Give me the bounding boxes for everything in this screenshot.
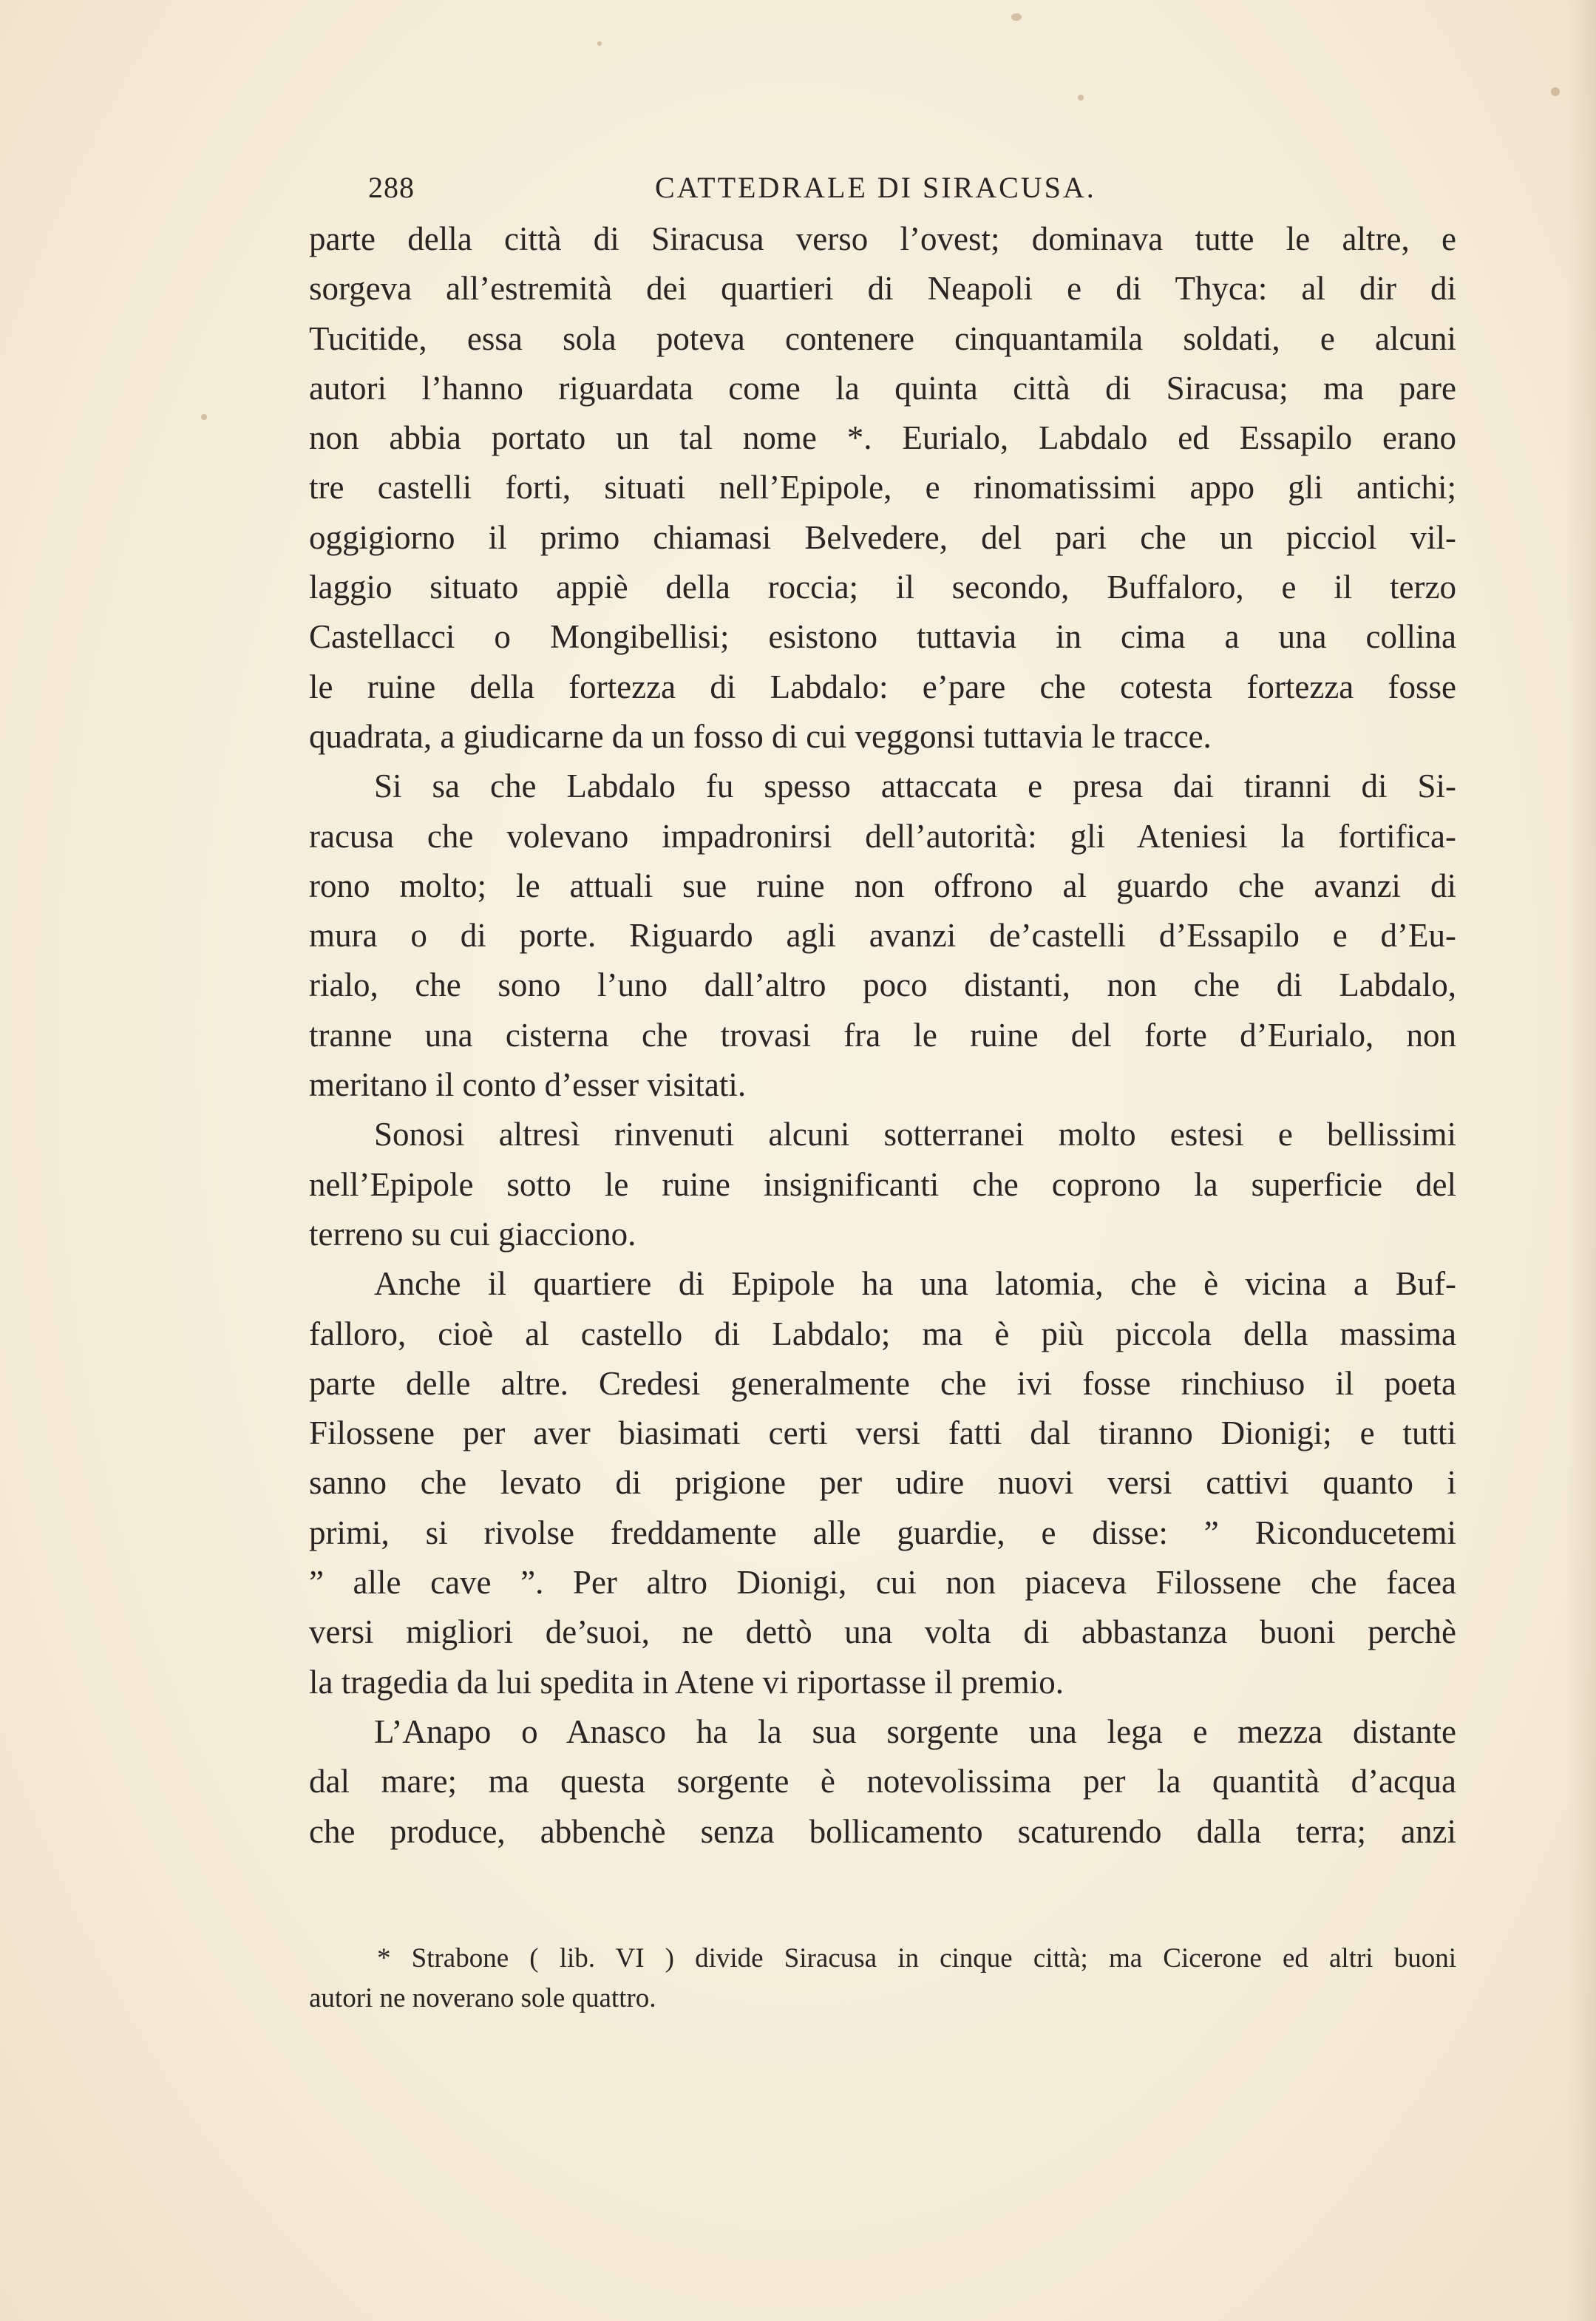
footnote-line: * Strabone ( lib. VI ) divide Siracusa in cinque città; ma Cicerone ed altri buoni xyxy=(377,1943,1456,1973)
text-line: parte delle altre. Credesi generalmente che ivi fosse rinchiuso il poeta xyxy=(309,1364,1456,1402)
text-line: racusa che volevano impadronirsi dell’autorità: gli Ateniesi la fortifica- xyxy=(309,817,1456,855)
text-line: le ruine della fortezza di Labdalo: e’pare che cotesta fortezza fosse xyxy=(309,668,1456,705)
text-line: sanno che levato di prigione per udire nuovi versi cattivi quanto i xyxy=(309,1464,1456,1502)
text-line: Tucitide, essa sola poteva contenere cinquantamila soldati, e alcuni xyxy=(309,319,1456,357)
footnote-line: autori ne noverano sole quattro. xyxy=(309,1983,656,2013)
text-line: Filossene per aver biasimati certi versi fatti dal tiranno Dionigi; e tutti xyxy=(309,1414,1456,1452)
foxing-spot xyxy=(1551,87,1560,96)
page-edge-shadow xyxy=(1566,0,1596,2321)
text-line: ” alle cave ”. Per altro Dionigi, cui non piaceva Filossene che facea xyxy=(309,1564,1456,1602)
text-line: sorgeva all’estremità dei quartieri di Neapoli e di Thyca: al dir di xyxy=(309,270,1456,308)
page-header xyxy=(309,164,1456,216)
text-line: oggigiorno il primo chiamasi Belvedere, del pari che un picciol vil- xyxy=(309,518,1456,556)
text-line: L’Anapo o Anasco ha la sua sorgente una lega e mezza distante xyxy=(374,1712,1456,1750)
foxing-spot xyxy=(201,414,207,420)
paragraph xyxy=(309,214,1456,762)
foxing-spot xyxy=(1078,95,1084,101)
text-line: autori l’hanno riguardata come la quinta città di Siracusa; ma pare xyxy=(309,369,1456,407)
text-line: Sonosi altresì rinvenuti alcuni sotterranei molto estesi e bellissimi xyxy=(374,1116,1456,1153)
foxing-spot xyxy=(1011,13,1022,21)
paragraph xyxy=(309,1707,1456,1857)
text-line: terreno su cui giacciono. xyxy=(309,1215,636,1253)
text-line: falloro, cioè al castello di Labdalo; ma è più piccola della massima xyxy=(309,1315,1456,1352)
text-line: non abbia portato un tal nome *. Eurialo, Labdalo ed Essapilo erano xyxy=(309,419,1456,457)
text-line: tre castelli forti, situati nell’Epipole, e rinomatissimi appo gli antichi; xyxy=(309,469,1456,506)
page-number: 288 xyxy=(368,171,415,204)
text-line: rialo, che sono l’uno dall’altro poco distanti, non che di Labdalo, xyxy=(309,966,1456,1004)
text-line: primi, si rivolse freddamente alle guardie, e disse: ” Riconducetemi xyxy=(309,1514,1456,1551)
text-line: dal mare; ma questa sorgente è notevolissima per la quantità d’acqua xyxy=(309,1763,1456,1800)
running-title: CATTEDRALE DI SIRACUSA. xyxy=(655,171,1096,204)
footnote xyxy=(309,1939,1456,2019)
text-line: Si sa che Labdalo fu spesso attaccata e presa dai tiranni di Si- xyxy=(374,768,1456,805)
text-line: mura o di porte. Riguardo agli avanzi de’castelli d’Essapilo e d’Eu- xyxy=(309,917,1456,955)
text-line: parte della città di Siracusa verso l’ovest; dominava tutte le altre, e xyxy=(309,220,1456,257)
text-line: versi migliori de’suoi, ne dettò una volta di abbastanza buoni perchè xyxy=(309,1613,1456,1651)
text-line: tranne una cisterna che trovasi fra le ruine del forte d’Eurialo, non xyxy=(309,1016,1456,1054)
text-line: quadrata, a giudicarne da un fosso di cui veggonsi tuttavia le tracce. xyxy=(309,717,1212,755)
text-line: laggio situato appiè della roccia; il secondo, Buffaloro, e il terzo xyxy=(309,569,1456,606)
paragraph xyxy=(309,762,1456,1110)
foxing-spot xyxy=(597,41,602,46)
text-line: nell’Epipole sotto le ruine insignificanti che coprono la superficie del xyxy=(309,1165,1456,1203)
main-text xyxy=(309,214,1456,1857)
text-line: che produce, abbenchè senza bollicamento scaturendo dalla terra; anzi xyxy=(309,1812,1456,1850)
text-line: Castellacci o Mongibellisi; esistono tuttavia in cima a una collina xyxy=(309,618,1456,656)
paragraph xyxy=(309,1110,1456,1259)
text-line: meritano il conto d’esser visitati. xyxy=(309,1066,747,1104)
paragraph xyxy=(309,1259,1456,1707)
text-line: la tragedia da lui spedita in Atene vi riportasse il premio. xyxy=(309,1663,1064,1701)
text-line: rono molto; le attuali sue ruine non offrono al guardo che avanzi di xyxy=(309,867,1456,904)
text-line: Anche il quartiere di Epipole ha una latomia, che è vicina a Buf- xyxy=(374,1265,1456,1303)
